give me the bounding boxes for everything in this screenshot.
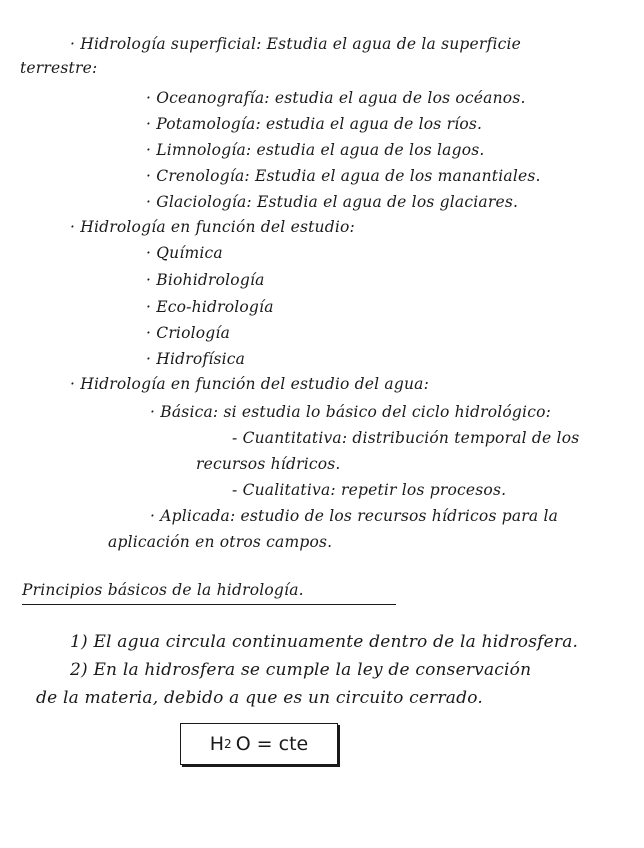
list-item-crenologia: · Crenología: Estudia el agua de los manantiales. [146,167,541,185]
cuantitativa-line: - Cuantitativa: distribución temporal de los [232,429,580,447]
formula-h: H [209,733,225,755]
list-item-quimica: · Química [146,244,223,262]
principios-heading: Principios básicos de la hidrología. [22,581,304,599]
formula-rest: O = cte [235,733,309,755]
principio-2: 2) En la hidrosfera se cumple la ley de conservación [70,660,532,680]
list-item-biohidrologia: · Biohidrología [146,271,265,289]
list-item-ecohidrologia: · Eco-hidrología [146,298,274,316]
section3-title: · Hidrología en función del estudio del agua: [70,375,430,393]
section1-title-cont: terrestre: [20,59,98,77]
heading-underline [22,604,396,605]
section1-title: · Hidrología superficial: Estudia el agua de la superficie [70,35,522,53]
aplicada-line: · Aplicada: estudio de los recursos hídricos para la [150,507,559,525]
basica-line: · Básica: si estudia lo básico del ciclo hidrológico: [150,403,552,421]
cuantitativa-cont: recursos hídricos. [196,455,341,473]
formula-box [180,723,338,765]
principio-2-cont: de la materia, debido a que es un circuito cerrado. [36,688,483,708]
list-item-potamologia: · Potamología: estudia el agua de los ríos. [146,115,483,133]
formula-subscript: 2 [224,737,232,751]
list-item-glaciologia: · Glaciología: Estudia el agua de los glaciares. [146,193,519,211]
cualitativa-line: - Cualitativa: repetir los procesos. [232,481,507,499]
principio-1: 1) El agua circula continuamente dentro de la hidrosfera. [70,632,579,652]
list-item-limnologia: · Limnología: estudia el agua de los lagos. [146,141,485,159]
list-item-oceanografia: · Oceanografía: estudia el agua de los océanos. [146,89,526,107]
list-item-criologia: · Criología [146,324,231,342]
section2-title: · Hidrología en función del estudio: [70,218,355,236]
aplicada-cont: aplicación en otros campos. [108,533,333,551]
list-item-hidrofisica: · Hidrofísica [146,350,246,368]
